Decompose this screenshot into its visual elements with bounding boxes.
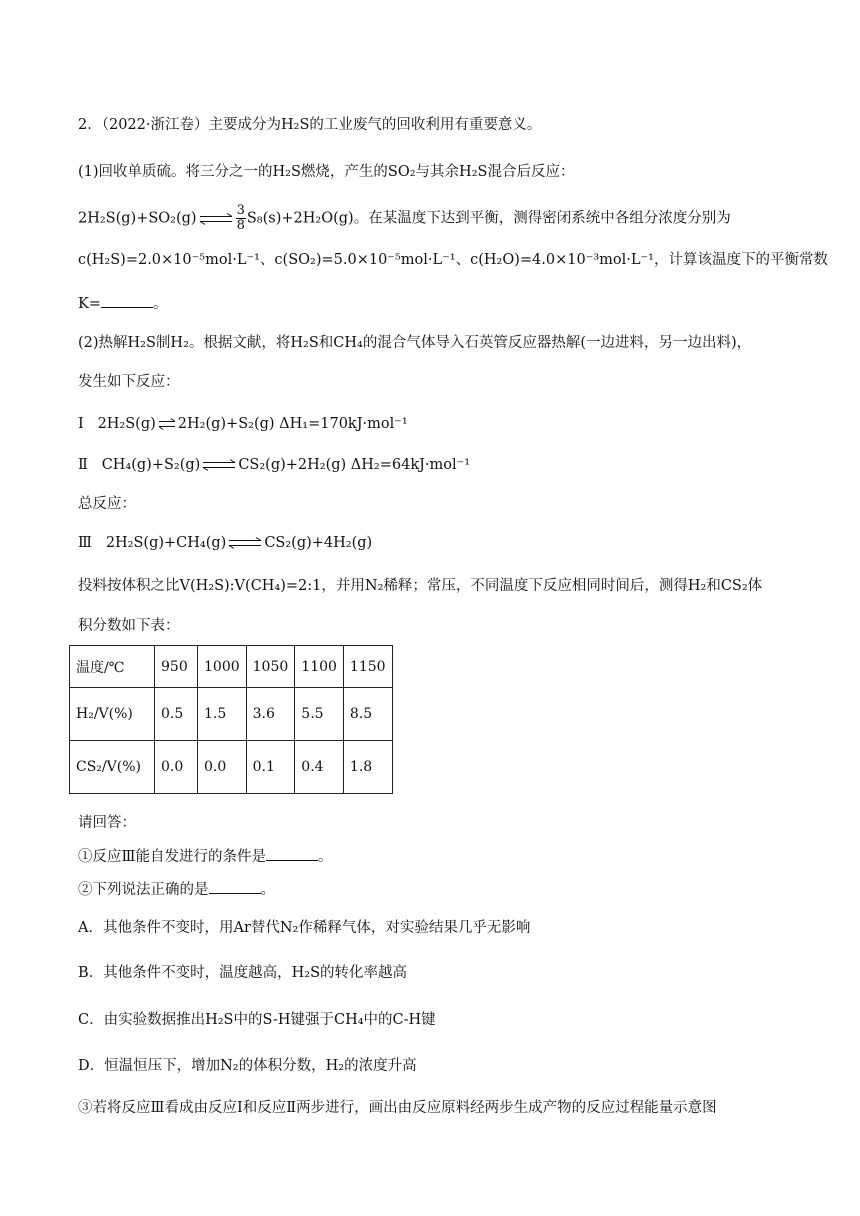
k-label: K=	[78, 296, 101, 312]
table-row	[70, 688, 393, 741]
table-header-row	[70, 646, 393, 688]
equilibrium-arrow-icon	[228, 537, 262, 549]
table-cell: 0.5	[155, 688, 198, 741]
equilibrium-arrow-icon	[202, 459, 236, 471]
concentration-line: c(H₂S)=2.0×10⁻⁵mol·L⁻¹、c(SO₂)=5.0×10⁻⁵mol·L⁻¹、c(H₂O)=4.0×10⁻³mol·L⁻¹，计算该温度下的平衡常数	[78, 252, 828, 268]
eq-right: S₈(s)+2H₂O(g)	[246, 210, 354, 227]
volume-fraction-table	[69, 645, 393, 794]
reaction-2-right: CS₂(g)+2H₂(g) ΔH₂=64kJ·mol⁻¹	[238, 457, 471, 473]
subquestion-3: ③若将反应Ⅲ看成由反应Ⅰ和反应Ⅱ两步进行，画出由反应原料经两步生成产物的反应过程能量示意图	[78, 1100, 717, 1116]
reaction-1-right: 2H₂(g)+S₂(g) ΔH₁=170kJ·mol⁻¹	[177, 416, 408, 432]
table-cell: 950	[155, 646, 198, 688]
table-cell: H₂/V(%)	[70, 688, 155, 741]
part2-line1: (2)热解H₂S制H₂。根据文献，将H₂S和CH₄的混合气体导入石英管反应器热解(一边进料，另一边出料)，	[78, 335, 752, 351]
option-b[interactable]: B．其他条件不变时，温度越高，H₂S的转化率越高	[78, 965, 408, 981]
reaction-3-label: Ⅲ	[78, 535, 92, 551]
table-cell: 3.6	[246, 688, 295, 741]
eq-fraction	[236, 204, 246, 233]
reaction-3	[78, 533, 372, 553]
reaction-1-left: 2H₂S(g)	[97, 416, 156, 432]
table-cell: 1.8	[343, 741, 392, 794]
part1-line1: (1)回收单质硫。将三分之一的H₂S燃烧，产生的SO₂与其余H₂S混合后反应：	[78, 164, 575, 180]
table-cell: 1000	[198, 646, 247, 688]
reaction-2	[78, 455, 470, 475]
table-cell: CS₂/V(%)	[70, 741, 155, 794]
subquestion-1-blank[interactable]	[266, 846, 318, 861]
reaction-3-left: 2H₂S(g)+CH₄(g)	[105, 535, 227, 551]
question-intro: 主要成分为H₂S的工业废气的回收利用有重要意义。	[208, 117, 542, 133]
reaction-2-left: CH₄(g)+S₂(g)	[101, 457, 201, 473]
table-cell: 0.0	[155, 741, 198, 794]
table-cell: 5.5	[295, 688, 344, 741]
answer-prompt: 请回答：	[78, 815, 136, 831]
subquestion-1	[78, 846, 332, 867]
part2-line2: 发生如下反应：	[78, 374, 180, 390]
option-c[interactable]: C．由实验数据推出H₂S中的S-H键强于CH₄中的C-H键	[78, 1012, 436, 1028]
feed-line-2: 积分数如下表：	[78, 618, 180, 634]
part1-equation	[78, 204, 731, 233]
table-cell: 1050	[246, 646, 295, 688]
table-row	[70, 741, 393, 794]
fraction-denominator: 8	[236, 218, 245, 233]
table-cell: 1150	[343, 646, 392, 688]
feed-line: 投料按体积之比V(H₂S):V(CH₄)=2:1，并用N₂稀释；常压，不同温度下反应相同时间后，测得H₂和CS₂体	[78, 578, 763, 594]
subquestion-2-blank[interactable]	[209, 879, 261, 894]
question-heading	[78, 115, 541, 135]
k-line	[78, 293, 167, 314]
total-reaction-label: 总反应：	[78, 496, 136, 512]
eq-tail: 。在某温度下达到平衡，测得密闭系统中各组分浓度分别为	[353, 210, 731, 227]
equilibrium-arrow-icon	[199, 213, 233, 225]
table-cell: 8.5	[343, 688, 392, 741]
option-a[interactable]: A．其他条件不变时，用Ar替代N₂作稀释气体，对实验结果几乎无影响	[78, 920, 531, 936]
reaction-1-label: Ⅰ	[78, 416, 84, 432]
reaction-2-label: Ⅱ	[78, 457, 88, 473]
subquestion-2	[78, 879, 275, 900]
table-cell: 1.5	[198, 688, 247, 741]
subquestion-1-text: ①反应Ⅲ能自发进行的条件是	[78, 849, 266, 865]
subquestion-2-tail: 。	[260, 882, 275, 898]
table-cell: 温度/℃	[70, 646, 155, 688]
subquestion-1-tail: 。	[317, 849, 333, 865]
k-answer-blank[interactable]	[101, 293, 153, 308]
table-cell: 0.1	[246, 741, 295, 794]
fraction-numerator: 3	[236, 203, 245, 218]
table-cell: 1100	[295, 646, 344, 688]
question-source: （2022·浙江卷）	[101, 117, 209, 133]
reaction-1	[78, 414, 408, 434]
equilibrium-arrow-icon	[158, 418, 176, 430]
table-cell: 0.4	[295, 741, 344, 794]
subquestion-2-text: ②下列说法正确的是	[78, 882, 209, 898]
table-cell: 0.0	[198, 741, 247, 794]
eq-left: 2H₂S(g)+SO₂(g)	[78, 210, 197, 227]
reaction-3-right: CS₂(g)+4H₂(g)	[264, 535, 373, 551]
k-tail: 。	[152, 296, 168, 312]
question-number: 2．	[78, 117, 102, 133]
option-d[interactable]: D．恒温恒压下，增加N₂的体积分数，H₂的浓度升高	[78, 1058, 417, 1074]
